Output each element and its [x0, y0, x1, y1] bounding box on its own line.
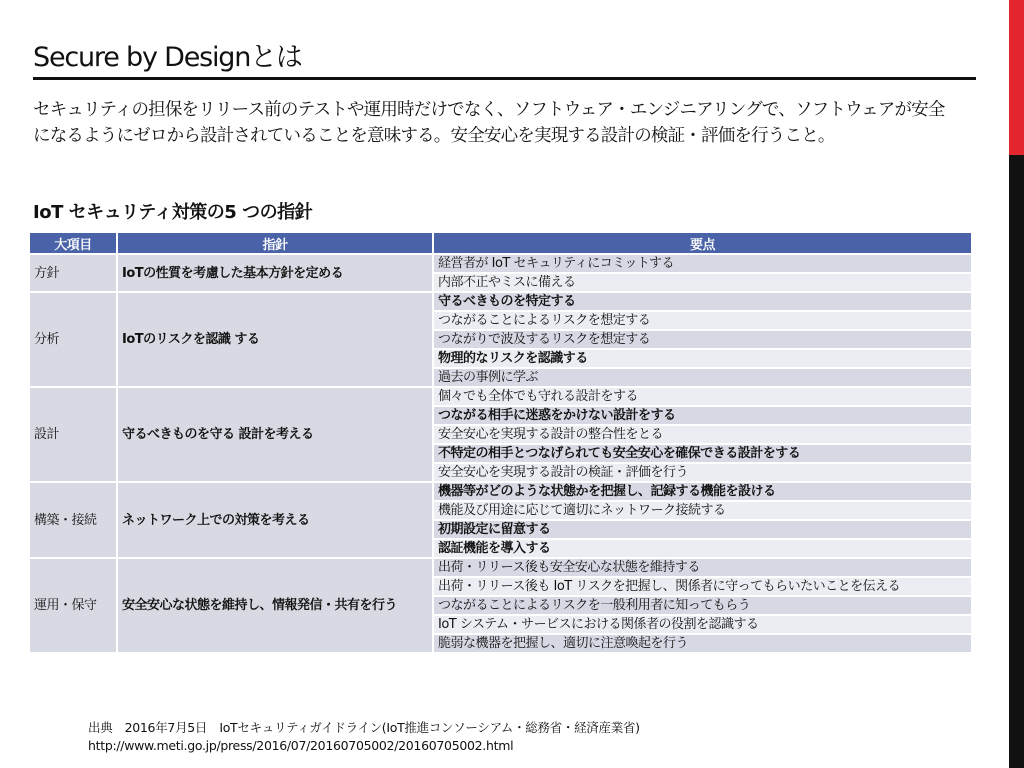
point-cell: 機能及び用途に応じて適切にネットワーク接続する: [433, 501, 972, 520]
point-cell: 内部不正やミスに備える: [433, 273, 972, 292]
point-cell: 不特定の相手とつなげられても安全安心を確保できる設計をする: [433, 444, 972, 463]
point-cell: 安全安心を実現する設計の検証・評価を行う: [433, 463, 972, 482]
category-cell: 構築・接続: [29, 482, 117, 558]
title-divider: [33, 77, 976, 80]
policy-cell: ネットワーク上での対策を考える: [117, 482, 433, 558]
point-cell: 認証機能を導入する: [433, 539, 972, 558]
table-row: [29, 292, 972, 311]
table-row: [29, 387, 972, 406]
point-cell: 個々でも全体でも守れる設計をする: [433, 387, 972, 406]
source-line: 出典 2016年7月5日 IoTセキュリティガイドライン(IoT推進コンソーシアム・総務省・経済産業省): [88, 720, 640, 735]
point-cell: 出荷・リリース後も安全安心な状態を維持する: [433, 558, 972, 577]
point-cell: 初期設定に留意する: [433, 520, 972, 539]
point-cell: 守るべきものを特定する: [433, 292, 972, 311]
source-url: http://www.meti.go.jp/press/2016/07/20160705002/20160705002.html: [88, 738, 514, 753]
header-category: 大項目: [29, 232, 117, 254]
table-row: [29, 558, 972, 577]
accent-bar-red: [1009, 0, 1024, 155]
point-cell: つながることによるリスクを想定する: [433, 311, 972, 330]
point-cell: つながる相手に迷惑をかけない設計をする: [433, 406, 972, 425]
table-row: [29, 254, 972, 273]
source-citation: [88, 719, 640, 755]
category-cell: 運用・保守: [29, 558, 117, 653]
point-cell: つながりで波及するリスクを想定する: [433, 330, 972, 349]
policy-cell: IoTのリスクを認識 する: [117, 292, 433, 387]
point-cell: 安全安心を実現する設計の整合性をとる: [433, 425, 972, 444]
category-cell: 方針: [29, 254, 117, 292]
point-cell: 機器等がどのような状態かを把握し、記録する機能を設ける: [433, 482, 972, 501]
header-points: 要点: [433, 232, 972, 254]
header-policy: 指針: [117, 232, 433, 254]
point-cell: IoT システム・サービスにおける関係者の役割を認識する: [433, 615, 972, 634]
point-cell: 脆弱な機器を把握し、適切に注意喚起を行う: [433, 634, 972, 653]
category-cell: 分析: [29, 292, 117, 387]
policy-cell: IoTの性質を考慮した基本方針を定める: [117, 254, 433, 292]
point-cell: 過去の事例に学ぶ: [433, 368, 972, 387]
category-cell: 設計: [29, 387, 117, 482]
policy-cell: 守るべきものを守る 設計を考える: [117, 387, 433, 482]
guideline-table: [28, 231, 973, 654]
point-cell: つながることによるリスクを一般利用者に知ってもらう: [433, 596, 972, 615]
slide-title: Secure by Designとは: [33, 42, 302, 73]
table-header-row: [29, 232, 972, 254]
point-cell: 出荷・リリース後も IoT リスクを把握し、関係者に守ってもらいたいことを伝える: [433, 577, 972, 596]
section-heading: IoT セキュリティ対策の5 つの指針: [33, 202, 313, 223]
policy-cell: 安全安心な状態を維持し、情報発信・共有を行う: [117, 558, 433, 653]
accent-bar-black: [1009, 155, 1024, 768]
point-cell: 物理的なリスクを認識する: [433, 349, 972, 368]
point-cell: 経営者が IoT セキュリティにコミットする: [433, 254, 972, 273]
lead-paragraph: セキュリティの担保をリリース前のテストや運用時だけでなく、ソフトウェア・エンジニアリングで、ソフトウェアが安全になるようにゼロから設計されていることを意味する。安全安心を実現する設計の検証・評価を行うこと。: [33, 100, 945, 146]
table-row: [29, 482, 972, 501]
table-body: [29, 254, 972, 653]
